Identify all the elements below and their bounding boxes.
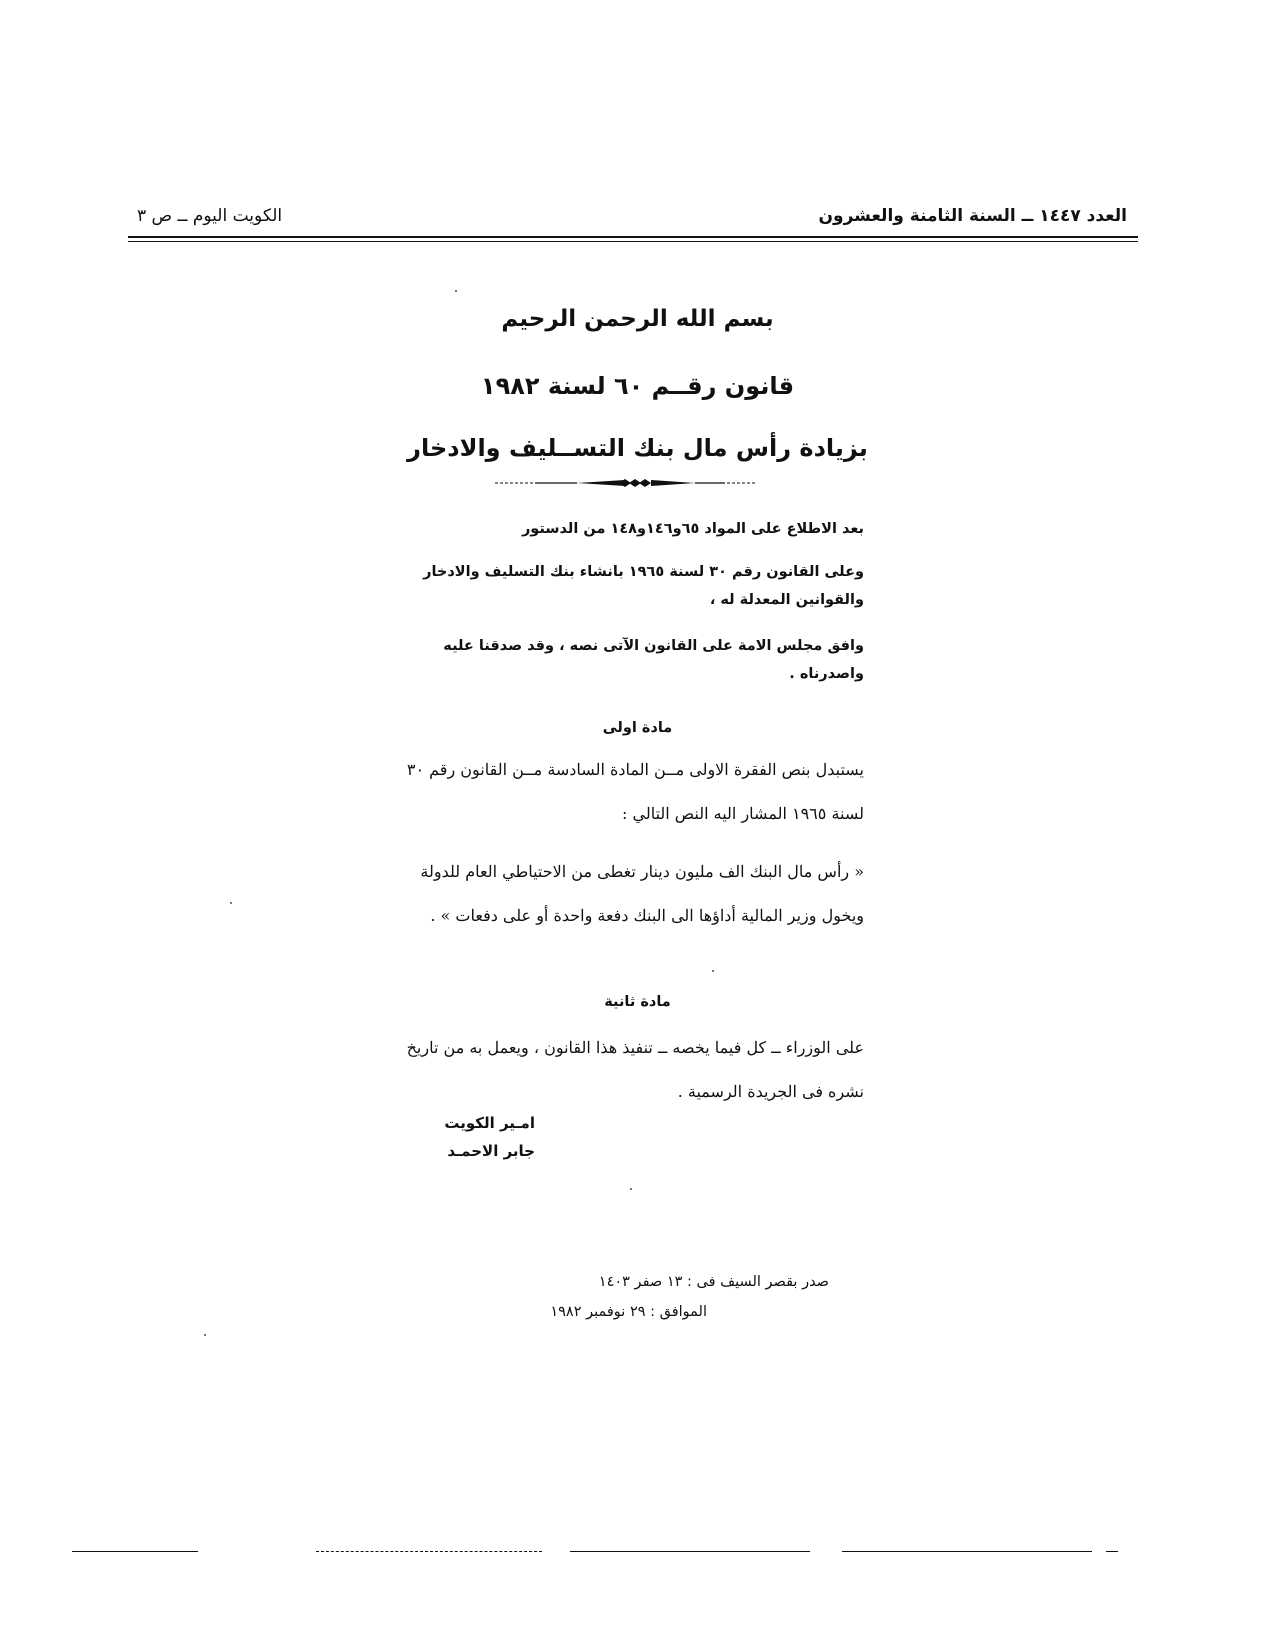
law-title: قانون رقــم ٦٠ لسنة ١٩٨٢ [480, 372, 795, 400]
issued-place-date: صدر بقصر السيف فى : ١٣ صفر ١٤٠٣ [598, 1274, 829, 1290]
scan-speck [630, 1188, 632, 1190]
preamble-approval: وافق مجلس الامة على القانون الآتى نصه ، وقد صدقنا عليه واصدرناه . [443, 638, 864, 682]
article-2-text: على الوزراء ــ كل فيما يخصه ــ تنفيذ هذا القانون ، ويعمل به من تاريخ نشره فى الجريدة الرسمية . [406, 1038, 864, 1101]
title-ornament [495, 477, 755, 489]
footer-rule-3 [570, 1551, 810, 1552]
law-subject: بزيادة رأس مال بنك التســليف والادخار [407, 434, 868, 462]
signature-title: امـير الكويت [444, 1114, 535, 1132]
issue-number: العدد ١٤٤٧ ــ السنة الثامنة والعشرون [818, 206, 1127, 226]
issued-corresponding-date: الموافق : ٢٩ نوفمبر ١٩٨٢ [550, 1304, 707, 1320]
preamble-law-30: وعلى القانون رقم ٣٠ لسنة ١٩٦٥ بانشاء بنك التسليف والادخار والقوانين المعدلة له ، [423, 564, 864, 608]
footer-rule-4 [842, 1551, 1092, 1552]
article-1-heading: مادة اولى [602, 720, 673, 736]
basmala: بسم الله الرحمن الرحيم [501, 306, 774, 332]
article-2-heading: مادة ثانية [604, 994, 671, 1010]
article-1-quote: « رأس مال البنك الف مليون دينار تغطى من الاحتياطي العام للدولة ويخول وزير المالية أداؤها الى البنك دفعة واحدة أو على دفعات » . [420, 862, 864, 925]
scan-speck [230, 902, 232, 904]
scan-speck [455, 290, 457, 292]
page-number: الكويت اليوم ــ ص ٣ [137, 206, 283, 226]
footer-rule-1 [72, 1551, 198, 1552]
signature-name: جابر الاحمـد [447, 1142, 535, 1160]
scan-speck [204, 1334, 206, 1336]
preamble-constitution: بعد الاطلاع على المواد ٦٥و١٤٦و١٤٨ من الدستور [521, 521, 864, 537]
article-1-text: يستبدل بنص الفقرة الاولى مــن المادة السادسة مــن القانون رقم ٣٠ لسنة ١٩٦٥ المشار اليه النص التالي : [406, 760, 864, 823]
header-rule-bottom [128, 241, 1138, 242]
footer-rule-2 [316, 1551, 542, 1552]
footer-rule-5 [1106, 1551, 1118, 1552]
header-rule-top [128, 236, 1138, 238]
scan-speck [712, 970, 714, 972]
